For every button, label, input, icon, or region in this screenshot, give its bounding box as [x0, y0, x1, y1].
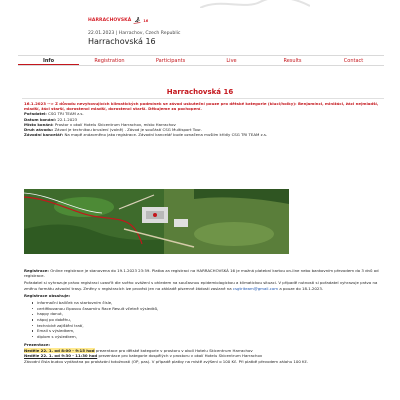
weather-notice-line2: mladší, žáci starší, dorostenci mladší, dorostenci starší. Děkujeme za pochopení. — [24, 106, 202, 112]
package-label: Registrace obsahuje: — [24, 292, 71, 298]
venue-label: Místo konání: — [24, 121, 54, 127]
list-item: nápoj po doběhu, — [37, 317, 384, 323]
list-item: informační balíček na startovním čísle, — [37, 300, 384, 306]
package-list — [37, 300, 384, 339]
weather-notice-line1: 16.1.2023 --> Z důvodu nevyhovujících klimatických podmínek se závod uskuteční pouze pro dětské kategorie (kluci/holky): Benjamínci, minižáci, žáci nejmladší, — [24, 101, 379, 106]
event-title: Harrachovská 16 — [88, 37, 156, 46]
race-type-label: Druh závodu: — [24, 127, 54, 133]
tab-live[interactable]: Live — [226, 58, 237, 64]
list-item: Email s výsledkem, — [37, 328, 384, 334]
brand-name: HARRACHOVSKÁ — [88, 18, 132, 23]
presentation-text-1: prezentace pro dětské kategorie v prostoru v okolí Hotelu Skicentrum Harrachov — [95, 347, 253, 353]
organizer-value: CSG TRI TEAM z.s. — [48, 111, 84, 117]
presentation-row-3: Závodní čísla budou vydávána po prokázání totožnosti (OP, pas). V případě platby na místě zvýšení o 100 Kč. Při platbě převodem zálohu 100 Kč. — [24, 358, 308, 364]
registration-label: Registrace: — [24, 268, 49, 273]
registration-text1: Online registrace je stanovena do 19.1.2023 23:59. Platba za registraci na HARRACHOVSKÁ 16 je možná platební kartou on-line nebo bankovním převodem do — [50, 268, 361, 273]
tab-participants[interactable]: Participants — [155, 58, 186, 64]
registration-paragraph — [24, 268, 384, 279]
brand-suffix: 16 — [143, 18, 149, 23]
tab-info[interactable]: Info — [18, 56, 79, 65]
registration-text4: vyhrazuje právo na změnu formátu závodní trasy. Změny v registracích lze provést jen na základě písemné žádosti zaslané na — [24, 280, 378, 291]
registration-text4-tail: a pouze do — [279, 285, 301, 291]
registration-section — [24, 268, 384, 364]
brand-logo[interactable] — [88, 17, 148, 24]
event-tabs — [18, 55, 384, 66]
list-item: happy donut, — [37, 311, 384, 317]
tab-results[interactable]: Results — [283, 58, 302, 64]
list-item: certifikovanou čipovou časomíru Race Result včetně výsledků, — [37, 306, 384, 312]
skier-icon — [133, 17, 141, 24]
registration-text5: 18.1.2023. — [302, 285, 324, 291]
tab-registration[interactable]: Registration — [94, 58, 125, 64]
race-office-value: Na mapě znázorněno jako registrace. Závodní kancelář bude označena mušlím křídly CSG TRI TEAM z.s. — [64, 132, 268, 138]
race-office-row — [24, 132, 384, 137]
presentation-time-2: Neděle 22. 1. od 9:30 - 11:30 hod — [24, 353, 98, 359]
date-label: Datum konání: — [24, 116, 57, 122]
registration-text2: 3 dnů od registrace. — [24, 268, 379, 279]
registration-text3: Pořadatel si vyhrazuje právo registraci uzavřít dle svého uvážení s ohledem na současnou epidemiologickou a klimatickou situaci. V případě nutnosti si pořadatel — [24, 280, 339, 286]
presentation-text-2: prezentace pro kategorie dospělých v prostoru v okolí Hotelu Skicentrum Harrachov — [98, 353, 263, 359]
venue-aerial-map — [24, 189, 289, 254]
organizer-label: Pořadatel: — [24, 111, 47, 117]
contact-email-link[interactable]: csgtriteam@gmail.com — [232, 285, 279, 291]
list-item: diplom s výsledkem, — [37, 334, 384, 340]
venue-value: Prostor v okolí Hotelu Skicentrum Harrachov, místo Harrachov — [54, 121, 176, 127]
tab-contact[interactable]: Contact — [343, 58, 364, 64]
section-title: Harrachovská 16 — [166, 88, 234, 96]
header-decoration — [200, 0, 310, 8]
event-meta: 22.01.2023 | Harrachov, Czech Republic — [88, 31, 181, 36]
event-info — [24, 101, 384, 137]
section-divider — [22, 98, 384, 99]
race-type-value: Závod je technikou bruslení (volně) . Závod je součástí CSG Multisport Tour. — [54, 127, 202, 133]
list-item: technické zajištění tratí, — [37, 323, 384, 329]
registration-terms — [24, 280, 384, 291]
date-value: 22.1.2023 — [57, 116, 78, 122]
race-office-label: Závodní kancelář: — [24, 132, 64, 138]
presentation-time-1: Neděle 22. 1. od 8:00 - 9:15 hod — [24, 347, 95, 353]
presentation-label: Prezentace: — [24, 342, 51, 348]
